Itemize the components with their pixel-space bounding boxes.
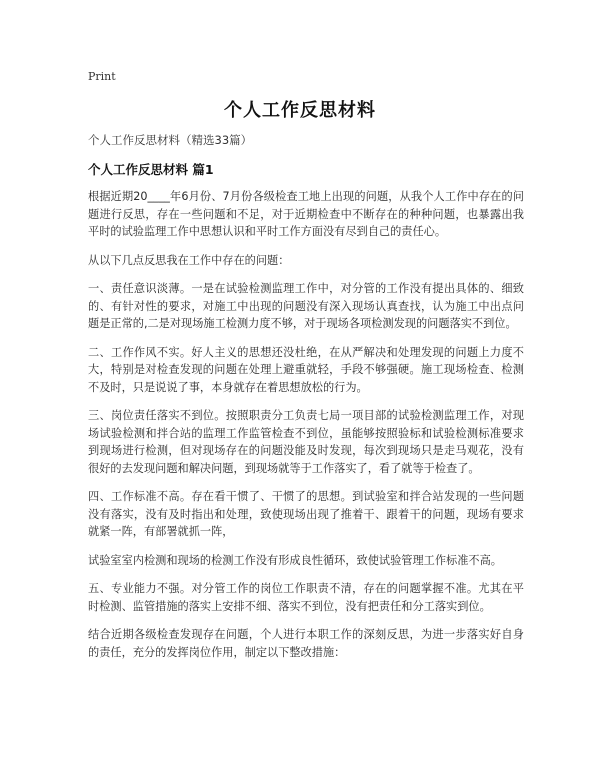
paragraph: 从以下几点反思我在工作中存在的问题： — [88, 253, 290, 267]
paragraph: 一、责任意识淡薄。一是在试验检测监理工作中，对分管的工作没有提出具体的、细致的、有针对性的要求，对施工中出现的问题没有深入现场认真查找，认为施工中出点问题是正常的,二是对现场施工检测力度不够，对于现场各项检测发现的问题落实不到位。 — [88, 282, 524, 330]
paragraph: 五、专业能力不强。对分管工作的岗位工作职责不清，存在的问题掌握不准。尤其在平时检测、监管措施的落实上安排不细、落实不到位，没有把责任和分工落实到位。 — [88, 582, 524, 613]
paragraph: 试验室室内检测和现场的检测工作没有形成良性循环，致使试验管理工作标准不高。 — [88, 553, 502, 567]
paragraph: 三、岗位责任落实不到位。按照职责分工负责七局一项目部的试验检测监理工作，对现场试验检测和拌合站的监理工作监管检查不到位，虽能够按照验标和试验检测标准要求到现场进行检测，但对现场存在的问题没能及时发现，每次到现场只是走马观花，没有很好的去发现问题和解决问题，到现场就等于工作落实了，看了就等于检查了。 — [88, 409, 524, 475]
paragraph: 根据近期20____年6月份、7月份各级检查工地上出现的问题，从我个人工作中存在的问题进行反思，存在一些问题和不足，对于近期检查中不断存在的种种问题，也暴露出我平时的试验监理工作中思想认识和平时工作方面没有尽到自己的责任心。 — [88, 190, 524, 238]
paragraph: 二、工作作风不实。好人主义的思想还没杜绝，在从严解决和处理发现的问题上力度不大，特别是对检查发现的问题在处理上避重就轻，手段不够强硬。施工现场检查、检测不及时，只是说说了事，本身就存在着思想放松的行为。 — [88, 345, 524, 394]
section-heading: 个人工作反思材料 篇1 — [88, 162, 214, 177]
paragraph: 四、工作标准不高。存在看干惯了、干惯了的思想。到试验室和拌合站发现的一些问题没有落实，没有及时指出和处理，致使现场出现了推着干、跟着干的问题，现场有要求就紧一阵，有部署就抓一阵， — [88, 490, 524, 538]
document-title: 个人工作反思材料 — [224, 100, 376, 121]
paragraph: 结合近期各级检查发现存在问题，个人进行本职工作的深刻反思，为进一步落实好自身的责任，充分的发挥岗位作用，制定以下整改措施： — [88, 628, 524, 659]
document-body — [88, 188, 524, 672]
document-subtitle: 个人工作反思材料（精选33篇） — [88, 133, 253, 147]
print-label: Print — [88, 70, 116, 83]
